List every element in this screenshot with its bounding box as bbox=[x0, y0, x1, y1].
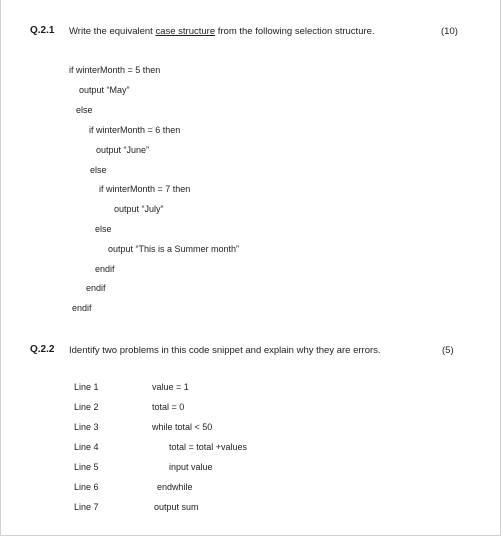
code-line: output “June” bbox=[96, 145, 150, 155]
line-code: value = 1 bbox=[152, 382, 189, 392]
line-code: total = total +values bbox=[169, 442, 248, 452]
marks-q2-2: (5) bbox=[442, 345, 454, 356]
line-label: Line 1 bbox=[74, 382, 99, 392]
code-line: else bbox=[76, 105, 93, 115]
line-code: output sum bbox=[154, 502, 199, 512]
line-code: total = 0 bbox=[152, 402, 185, 412]
line-label: Line 6 bbox=[74, 482, 99, 492]
code-line: output “July” bbox=[114, 204, 164, 214]
code-line: output “May” bbox=[79, 85, 130, 95]
line-label: Line 3 bbox=[74, 422, 99, 432]
line-label: Line 2 bbox=[74, 402, 99, 412]
marks-q2-1: (10) bbox=[441, 26, 458, 37]
code-line: else bbox=[90, 165, 107, 175]
code-line: if winterMonth = 6 then bbox=[89, 125, 181, 135]
line-label: Line 7 bbox=[74, 502, 99, 512]
question-text-part: Write the equivalent bbox=[69, 26, 156, 37]
line-label: Line 5 bbox=[74, 462, 99, 472]
line-code: while total < 50 bbox=[152, 422, 213, 432]
code-line: else bbox=[95, 224, 112, 234]
code-line: output “This is a Summer month” bbox=[108, 244, 240, 254]
line-label: Line 4 bbox=[74, 442, 99, 452]
line-code: input value bbox=[169, 462, 213, 472]
question-text-part: from the following selection structure. bbox=[215, 26, 375, 37]
code-line: endif bbox=[86, 283, 106, 293]
code-line: endif bbox=[95, 264, 115, 274]
question-number-q2-2: Q.2.2 bbox=[30, 344, 55, 355]
code-line: if winterMonth = 7 then bbox=[99, 184, 191, 194]
question-text-q2-2: Identify two problems in this code snippet and explain why they are errors. bbox=[69, 345, 381, 356]
code-line: if winterMonth = 5 then bbox=[69, 65, 161, 75]
question-text-q2-1 bbox=[69, 26, 375, 37]
question-text-underlined: case structure bbox=[155, 26, 216, 37]
code-line: endif bbox=[72, 303, 92, 313]
line-code: endwhile bbox=[157, 482, 193, 492]
question-number-q2-1: Q.2.1 bbox=[30, 25, 55, 36]
